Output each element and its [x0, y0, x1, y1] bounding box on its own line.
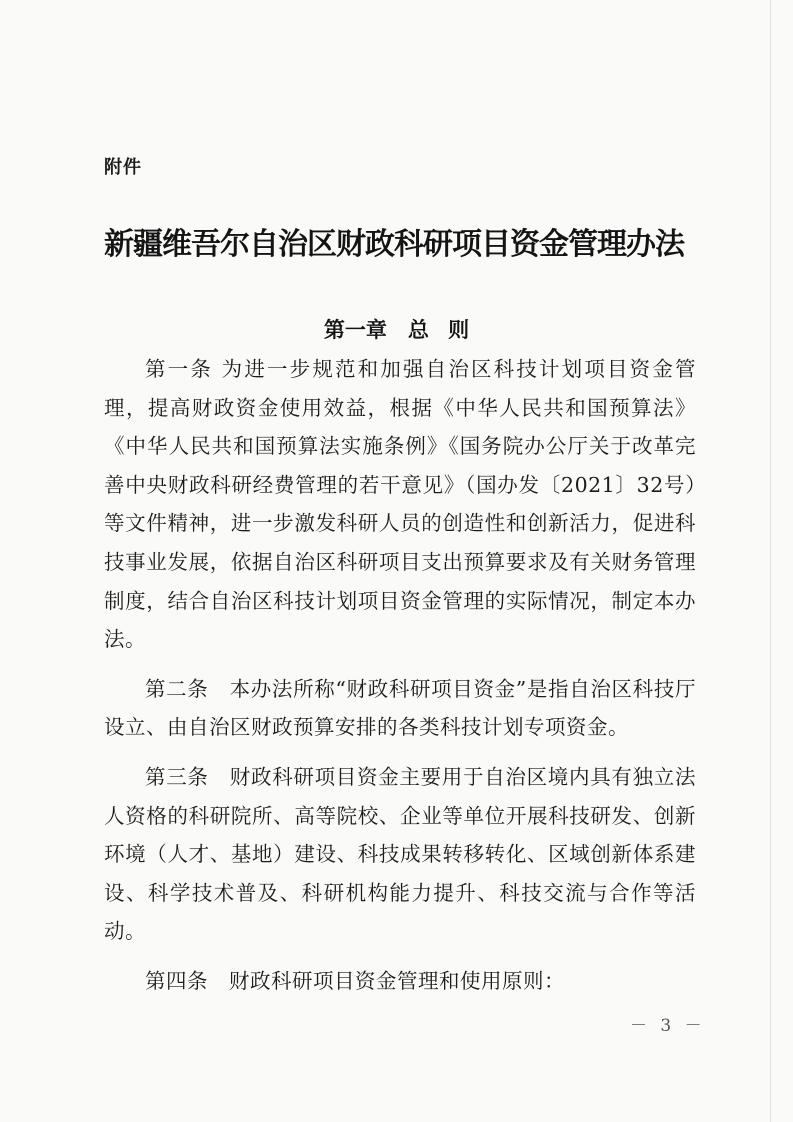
article-3: 第三条 财政科研项目资金主要用于自治区境内具有独立法人资格的科研院所、高等院校、企业等单位开展科技研发、创新环境（人才、基地）建设、科技成果转移转化、区域创新体系建设、科学技术普及、科研机构能力提升、科技交流与合作等活动。 — [104, 764, 696, 944]
scan-edge-line — [770, 0, 771, 1122]
article-2: 第二条 本办法所称“财政科研项目资金”是指自治区科技厅设立、由自治区财政预算安排的各类科技计划专项资金。 — [104, 676, 696, 740]
attachment-label: 附件 — [104, 157, 142, 178]
page-number: － 3 － — [630, 1016, 706, 1036]
article-1: 第一条 为进一步规范和加强自治区科技计划项目资金管理，提高财政资金使用效益，根据《中华人民共和国预算法》《中华人民共和国预算法实施条例》《国务院办公厅关于改革完善中央财政科研经费管理的若干意见》（国办发〔2021〕32号）等文件精神，进一步激发科研人员的创造性和创新活力，促进科技事业发展，依据自治区科研项目支出预算要求及有关财务管理制度，结合自治区科技计划项目资金管理的实际情况，制定本办法。 — [104, 357, 696, 652]
document-body — [104, 350, 696, 1012]
chapter-heading: 第一章 总 则 — [323, 318, 470, 342]
document-title: 新疆维吾尔自治区财政科研项目资金管理办法 — [104, 227, 684, 262]
article-4: 第四条 财政科研项目资金管理和使用原则： — [145, 968, 565, 993]
